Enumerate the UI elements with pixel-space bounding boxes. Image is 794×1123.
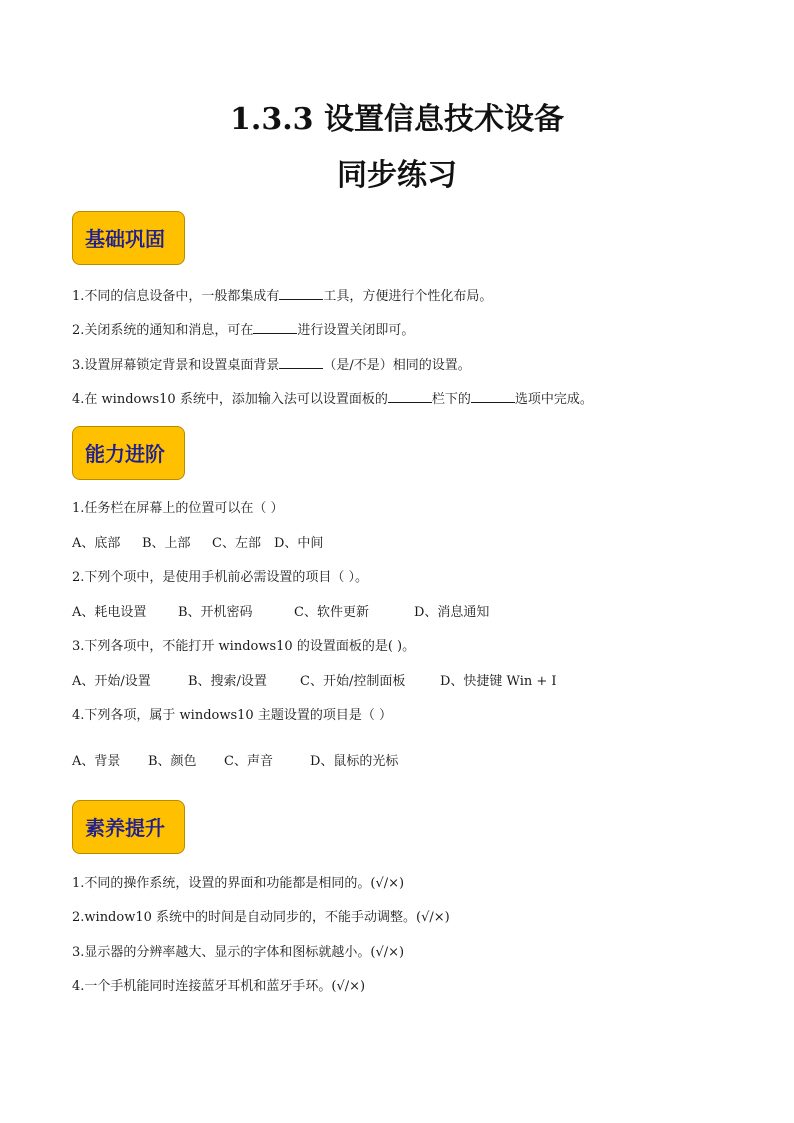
option-c[interactable]: C、软件更新 <box>294 605 369 620</box>
literacy-question-3: 3.显示器的分辨率越大、显示的字体和图标就越小。(√/×) <box>72 945 405 960</box>
page-subtitle: 同步练习 <box>337 158 457 193</box>
answer-blank[interactable] <box>253 320 297 334</box>
basic-q2-text: 2.关闭系统的通知和消息，可在 <box>72 323 254 338</box>
advanced-question-3: 3.下列各项中，不能打开 windows10 的设置面板的是( )。 <box>72 639 416 654</box>
advanced-q3-options <box>72 673 752 691</box>
option-d[interactable]: D、快捷键 Win + I <box>440 674 557 689</box>
advanced-q2-options <box>72 604 752 622</box>
page-title: 1.3.3 设置信息技术设备 <box>230 102 564 137</box>
answer-blank[interactable] <box>279 286 323 300</box>
basic-question-1 <box>72 286 752 306</box>
basic-q1-text: 1.不同的信息设备中，一般都集成有 <box>72 289 280 304</box>
section-badge-advanced: 能力进阶 <box>72 426 185 480</box>
basic-q4-text: 4.在 windows10 系统中，添加输入法可以设置面板的 <box>72 392 388 407</box>
advanced-q4-options <box>72 753 752 771</box>
basic-q1-text-after: 工具，方便进行个性化布局。 <box>323 289 493 304</box>
advanced-q1-options <box>72 535 752 553</box>
basic-q4-text-after: 选项中完成。 <box>514 392 593 407</box>
advanced-question-4: 4.下列各项，属于 windows10 主题设置的项目是（ ） <box>72 708 392 723</box>
option-b[interactable]: B、搜索/设置 <box>188 674 267 689</box>
literacy-question-4: 4.一个手机能同时连接蓝牙耳机和蓝牙手环。(√/×) <box>72 979 366 994</box>
option-c[interactable]: C、开始/控制面板 <box>300 674 406 689</box>
literacy-question-1: 1.不同的操作系统，设置的界面和功能都是相同的。(√/×) <box>72 876 405 891</box>
answer-blank[interactable] <box>471 389 515 403</box>
option-b[interactable]: B、颜色 <box>148 754 197 769</box>
basic-question-2 <box>72 320 752 340</box>
option-a[interactable]: A、底部 <box>72 536 121 551</box>
option-b[interactable]: B、上部 <box>142 536 191 551</box>
option-c[interactable]: C、声音 <box>224 754 273 769</box>
option-c[interactable]: C、左部 <box>212 536 261 551</box>
option-d[interactable]: D、鼠标的光标 <box>310 754 399 769</box>
basic-q3-text-after: （是/不是）相同的设置。 <box>323 358 471 373</box>
option-d[interactable]: D、消息通知 <box>414 605 490 620</box>
answer-blank[interactable] <box>279 355 323 369</box>
literacy-question-2: 2.window10 系统中的时间是自动同步的，不能手动调整。(√/×) <box>72 910 450 925</box>
section-badge-literacy: 素养提升 <box>72 800 185 854</box>
option-a[interactable]: A、耗电设置 <box>72 605 147 620</box>
basic-question-3 <box>72 355 752 375</box>
answer-blank[interactable] <box>388 389 432 403</box>
advanced-question-2: 2.下列个项中，是使用手机前必需设置的项目（ ）。 <box>72 570 369 585</box>
option-b[interactable]: B、开机密码 <box>178 605 253 620</box>
basic-q4-text-middle: 栏下的 <box>431 392 471 407</box>
option-d[interactable]: D、中间 <box>274 536 324 551</box>
option-a[interactable]: A、开始/设置 <box>72 674 151 689</box>
basic-question-4 <box>72 389 752 409</box>
basic-q2-text-after: 进行设置关闭即可。 <box>297 323 415 338</box>
basic-q3-text: 3.设置屏幕锁定背景和设置桌面背景 <box>72 358 280 373</box>
option-a[interactable]: A、背景 <box>72 754 121 769</box>
section-badge-basic: 基础巩固 <box>72 211 185 265</box>
advanced-question-1: 1.任务栏在屏幕上的位置可以在（ ） <box>72 501 284 516</box>
